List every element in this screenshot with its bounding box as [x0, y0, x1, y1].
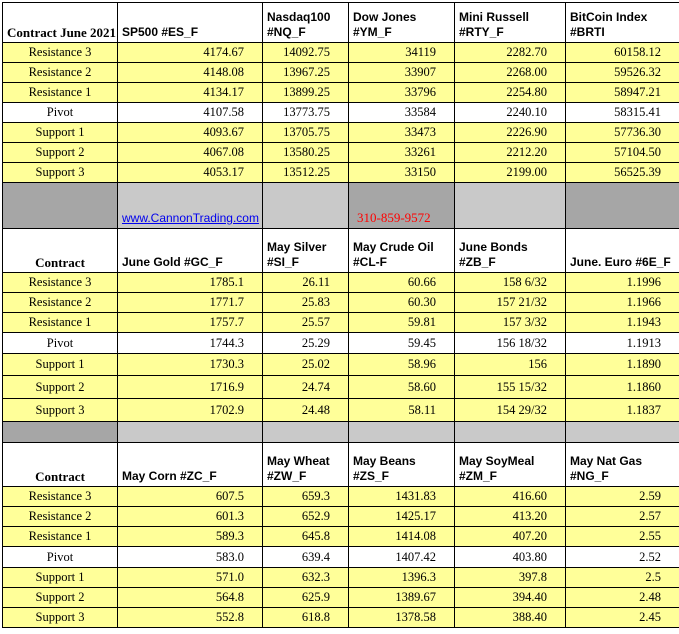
level-value: 58.60	[349, 376, 455, 399]
level-row	[3, 83, 679, 103]
phone-number: 310-859-9572	[357, 210, 431, 225]
level-label: Resistance 1	[3, 83, 118, 103]
level-label: Support 2	[3, 376, 118, 399]
level-value: 25.83	[263, 293, 349, 313]
level-value: 4067.08	[118, 143, 263, 163]
level-value: 57104.50	[566, 143, 679, 163]
level-value: 156	[455, 354, 566, 376]
level-label: Support 1	[3, 354, 118, 376]
contract-header: Contract	[3, 443, 118, 487]
level-row	[3, 163, 679, 183]
level-value: 388.40	[455, 608, 566, 628]
level-label: Resistance 3	[3, 273, 118, 293]
level-value: 2.57	[566, 507, 679, 527]
level-value: 1425.17	[349, 507, 455, 527]
level-value: 618.8	[263, 608, 349, 628]
level-label: Support 1	[3, 123, 118, 143]
level-row	[3, 63, 679, 83]
level-value: 652.9	[263, 507, 349, 527]
instrument-header: May Nat Gas #NG_F	[566, 443, 679, 487]
level-value: 57736.30	[566, 123, 679, 143]
section-header-row	[3, 229, 679, 273]
instrument-header: BitCoin Index #BRTI	[566, 3, 679, 43]
level-label: Resistance 2	[3, 507, 118, 527]
level-value: 157 3/32	[455, 313, 566, 333]
level-row	[3, 588, 679, 608]
separator-cell	[3, 183, 118, 229]
level-label: Resistance 1	[3, 527, 118, 547]
instrument-header: May Corn #ZC_F	[118, 443, 263, 487]
level-label: Support 3	[3, 608, 118, 628]
level-label: Pivot	[3, 547, 118, 568]
level-value: 2199.00	[455, 163, 566, 183]
level-value: 25.02	[263, 354, 349, 376]
level-value: 413.20	[455, 507, 566, 527]
level-value: 2254.80	[455, 83, 566, 103]
level-value: 34119	[349, 43, 455, 63]
level-value: 58315.41	[566, 103, 679, 123]
level-value: 2268.00	[455, 63, 566, 83]
level-value: 571.0	[118, 568, 263, 588]
level-value: 645.8	[263, 527, 349, 547]
level-label: Support 2	[3, 588, 118, 608]
level-value: 33796	[349, 83, 455, 103]
level-value: 26.11	[263, 273, 349, 293]
level-value: 639.4	[263, 547, 349, 568]
contract-header: Contract	[3, 229, 118, 273]
level-value: 2240.10	[455, 103, 566, 123]
level-value: 1744.3	[118, 333, 263, 354]
level-value: 1.1860	[566, 376, 679, 399]
level-value: 552.8	[118, 608, 263, 628]
level-row	[3, 568, 679, 588]
level-value: 33261	[349, 143, 455, 163]
instrument-header: May SoyMeal #ZM_F	[455, 443, 566, 487]
level-row	[3, 608, 679, 628]
level-value: 1389.67	[349, 588, 455, 608]
level-value: 589.3	[118, 527, 263, 547]
level-value: 625.9	[263, 588, 349, 608]
level-value: 601.3	[118, 507, 263, 527]
level-value: 58.96	[349, 354, 455, 376]
level-value: 416.60	[455, 487, 566, 507]
separator-cell	[566, 183, 679, 229]
level-value: 4134.17	[118, 83, 263, 103]
separator-cell	[349, 183, 455, 229]
level-value: 2.5	[566, 568, 679, 588]
pivot-levels-table	[2, 2, 679, 628]
level-label: Pivot	[3, 103, 118, 123]
level-value: 4053.17	[118, 163, 263, 183]
separator-cell	[349, 422, 455, 443]
level-value: 1.1890	[566, 354, 679, 376]
level-value: 13967.25	[263, 63, 349, 83]
level-value: 2.55	[566, 527, 679, 547]
instrument-header: Nasdaq100 #NQ_F	[263, 3, 349, 43]
level-label: Resistance 3	[3, 487, 118, 507]
level-value: 1.1837	[566, 399, 679, 422]
level-value: 13512.25	[263, 163, 349, 183]
level-value: 1.1913	[566, 333, 679, 354]
level-value: 155 15/32	[455, 376, 566, 399]
level-value: 407.20	[455, 527, 566, 547]
level-value: 158 6/32	[455, 273, 566, 293]
level-value: 394.40	[455, 588, 566, 608]
level-label: Support 1	[3, 568, 118, 588]
level-value: 33584	[349, 103, 455, 123]
instrument-header: June. Euro #6E_F	[566, 229, 679, 273]
level-value: 58.11	[349, 399, 455, 422]
level-value: 632.3	[263, 568, 349, 588]
level-value: 2.45	[566, 608, 679, 628]
level-value: 56525.39	[566, 163, 679, 183]
level-value: 156 18/32	[455, 333, 566, 354]
level-value: 1757.7	[118, 313, 263, 333]
level-row	[3, 354, 679, 376]
level-value: 1702.9	[118, 399, 263, 422]
level-row	[3, 293, 679, 313]
separator-cell	[263, 183, 349, 229]
level-value: 1.1966	[566, 293, 679, 313]
level-label: Resistance 3	[3, 43, 118, 63]
level-value: 2.52	[566, 547, 679, 568]
level-value: 1771.7	[118, 293, 263, 313]
level-value: 1414.08	[349, 527, 455, 547]
level-value: 59526.32	[566, 63, 679, 83]
level-row	[3, 376, 679, 399]
level-value: 1431.83	[349, 487, 455, 507]
instrument-header: June Gold #GC_F	[118, 229, 263, 273]
level-value: 25.29	[263, 333, 349, 354]
level-value: 397.8	[455, 568, 566, 588]
instrument-header: Mini Russell #RTY_F	[455, 3, 566, 43]
level-value: 59.45	[349, 333, 455, 354]
level-label: Support 3	[3, 399, 118, 422]
level-row	[3, 333, 679, 354]
level-row	[3, 43, 679, 63]
separator-cell	[455, 183, 566, 229]
level-label: Pivot	[3, 333, 118, 354]
instrument-header: Dow Jones #YM_F	[349, 3, 455, 43]
level-value: 60.30	[349, 293, 455, 313]
level-value: 2212.20	[455, 143, 566, 163]
instrument-header: SP500 #ES_F	[118, 3, 263, 43]
level-value: 58947.21	[566, 83, 679, 103]
separator-cell	[118, 422, 263, 443]
level-value: 33473	[349, 123, 455, 143]
level-row	[3, 487, 679, 507]
level-value: 4093.67	[118, 123, 263, 143]
level-value: 659.3	[263, 487, 349, 507]
level-row	[3, 547, 679, 568]
level-value: 1716.9	[118, 376, 263, 399]
level-label: Resistance 2	[3, 63, 118, 83]
level-value: 4174.67	[118, 43, 263, 63]
level-value: 583.0	[118, 547, 263, 568]
level-label: Resistance 1	[3, 313, 118, 333]
section-header-row	[3, 3, 679, 43]
level-value: 13899.25	[263, 83, 349, 103]
level-row	[3, 399, 679, 422]
level-label: Resistance 2	[3, 293, 118, 313]
instrument-header: May Wheat #ZW_F	[263, 443, 349, 487]
level-value: 4107.58	[118, 103, 263, 123]
level-value: 157 21/32	[455, 293, 566, 313]
level-label: Support 3	[3, 163, 118, 183]
instrument-header: May Crude Oil #CL-F	[349, 229, 455, 273]
level-value: 154 29/32	[455, 399, 566, 422]
contract-header: Contract June 2021	[3, 3, 118, 43]
level-row	[3, 527, 679, 547]
level-value: 13580.25	[263, 143, 349, 163]
level-value: 1396.3	[349, 568, 455, 588]
level-row	[3, 273, 679, 293]
level-value: 403.80	[455, 547, 566, 568]
level-row	[3, 313, 679, 333]
level-value: 24.48	[263, 399, 349, 422]
level-value: 33907	[349, 63, 455, 83]
level-value: 60158.12	[566, 43, 679, 63]
level-value: 1785.1	[118, 273, 263, 293]
separator-row	[3, 422, 679, 443]
level-value: 14092.75	[263, 43, 349, 63]
instrument-header: May Beans #ZS_F	[349, 443, 455, 487]
level-value: 1378.58	[349, 608, 455, 628]
level-value: 4148.08	[118, 63, 263, 83]
level-row	[3, 143, 679, 163]
separator-cell	[263, 422, 349, 443]
instrument-header: June Bonds #ZB_F	[455, 229, 566, 273]
separator-cell	[455, 422, 566, 443]
instrument-header: May Silver #SI_F	[263, 229, 349, 273]
level-row	[3, 123, 679, 143]
level-value: 2226.90	[455, 123, 566, 143]
level-value: 13705.75	[263, 123, 349, 143]
website-link[interactable]: www.CannonTrading.com	[122, 211, 259, 225]
level-value: 1730.3	[118, 354, 263, 376]
separator-row	[3, 183, 679, 229]
level-value: 1.1996	[566, 273, 679, 293]
level-value: 1407.42	[349, 547, 455, 568]
level-value: 2.59	[566, 487, 679, 507]
separator-cell	[566, 422, 679, 443]
level-value: 24.74	[263, 376, 349, 399]
level-value: 1.1943	[566, 313, 679, 333]
level-row	[3, 507, 679, 527]
section-header-row	[3, 443, 679, 487]
separator-cell	[118, 183, 263, 229]
level-value: 59.81	[349, 313, 455, 333]
level-value: 607.5	[118, 487, 263, 507]
level-label: Support 2	[3, 143, 118, 163]
level-value: 13773.75	[263, 103, 349, 123]
level-value: 2.48	[566, 588, 679, 608]
level-value: 2282.70	[455, 43, 566, 63]
level-value: 564.8	[118, 588, 263, 608]
level-value: 33150	[349, 163, 455, 183]
level-row	[3, 103, 679, 123]
separator-cell	[3, 422, 118, 443]
level-value: 60.66	[349, 273, 455, 293]
level-value: 25.57	[263, 313, 349, 333]
